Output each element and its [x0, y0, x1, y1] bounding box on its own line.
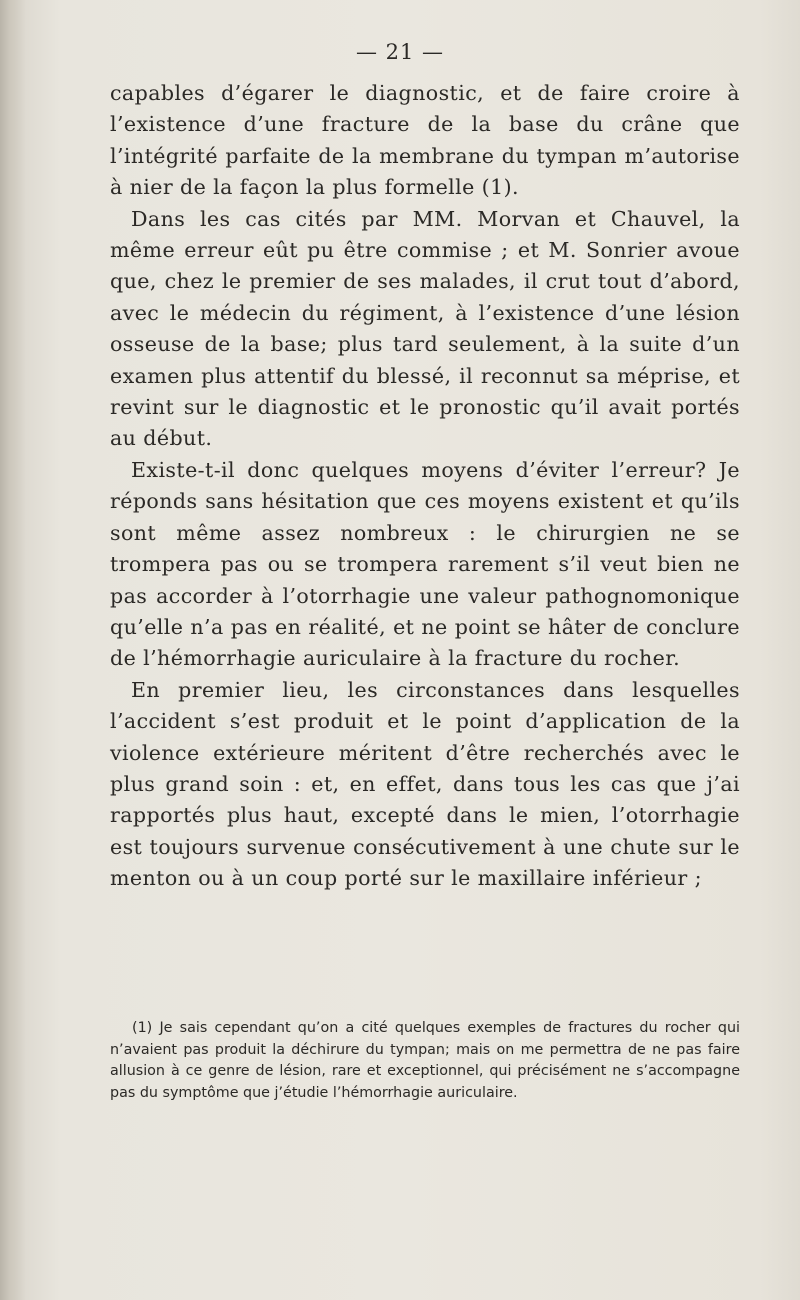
- paragraph: Dans les cas cités par MM. Morvan et Chauvel, la même erreur eût pu être commise ; et M. Sonrier avoue que, chez le premier de ses malades, il crut tout d’abord, avec le médecin du régiment, à l’existence d’une lésion osseuse de la base; plus tard seulement, à la suite d’un examen plus attentif du blessé, il reconnut sa méprise, et revint sur le diagnostic et le pronostic qu’il avait portés au début.: [110, 206, 740, 451]
- page-spine-shadow: [0, 0, 26, 1300]
- paragraph: Existe-t-il donc quelques moyens d’éviter l’erreur? Je réponds sans hésitation que ces moyens existent et qu’ils sont même assez nombreux : le chirurgien ne se trompera pas ou se trompera rarement s’il veut bien ne pas accorder à l’otorrhagie une valeur pathognomonique qu’elle n’a pas en réalité, et ne point se hâter de conclure de l’hémorrhagie auriculaire à la fracture du rocher.: [110, 457, 740, 671]
- main-text: [110, 78, 740, 895]
- footnote: (1) Je sais cependant qu’on a cité quelques exemples de fractures du rocher qui n’avaient pas produit la déchirure du tympan; mais on me permettra de ne pas faire allusion à ce genre de lésion, rare et exceptionnel, qui précisément ne s’accompagne pas du symptôme que j’étudie l’hémorrhagie auriculaire.: [110, 1020, 740, 1101]
- paragraph: En premier lieu, les circonstances dans lesquelles l’accident s’est produit et le point d’application de la violence extérieure méritent d’être recherchés avec le plus grand soin : et, en effet, dans tous les cas que j’ai rapportés plus haut, excepté dans le mien, l’otorrhagie est toujours survenue consécutivement à une chute sur le menton ou à un coup porté sur le maxillaire inférieur ;: [110, 677, 740, 891]
- page-number: — 21 —: [355, 40, 445, 64]
- paragraph: capables d’égarer le diagnostic, et de faire croire à l’existence d’une fracture de la base du crâne que l’intégrité parfaite de la membrane du tympan m’autorise à nier de la façon la plus formelle (1).: [110, 81, 740, 200]
